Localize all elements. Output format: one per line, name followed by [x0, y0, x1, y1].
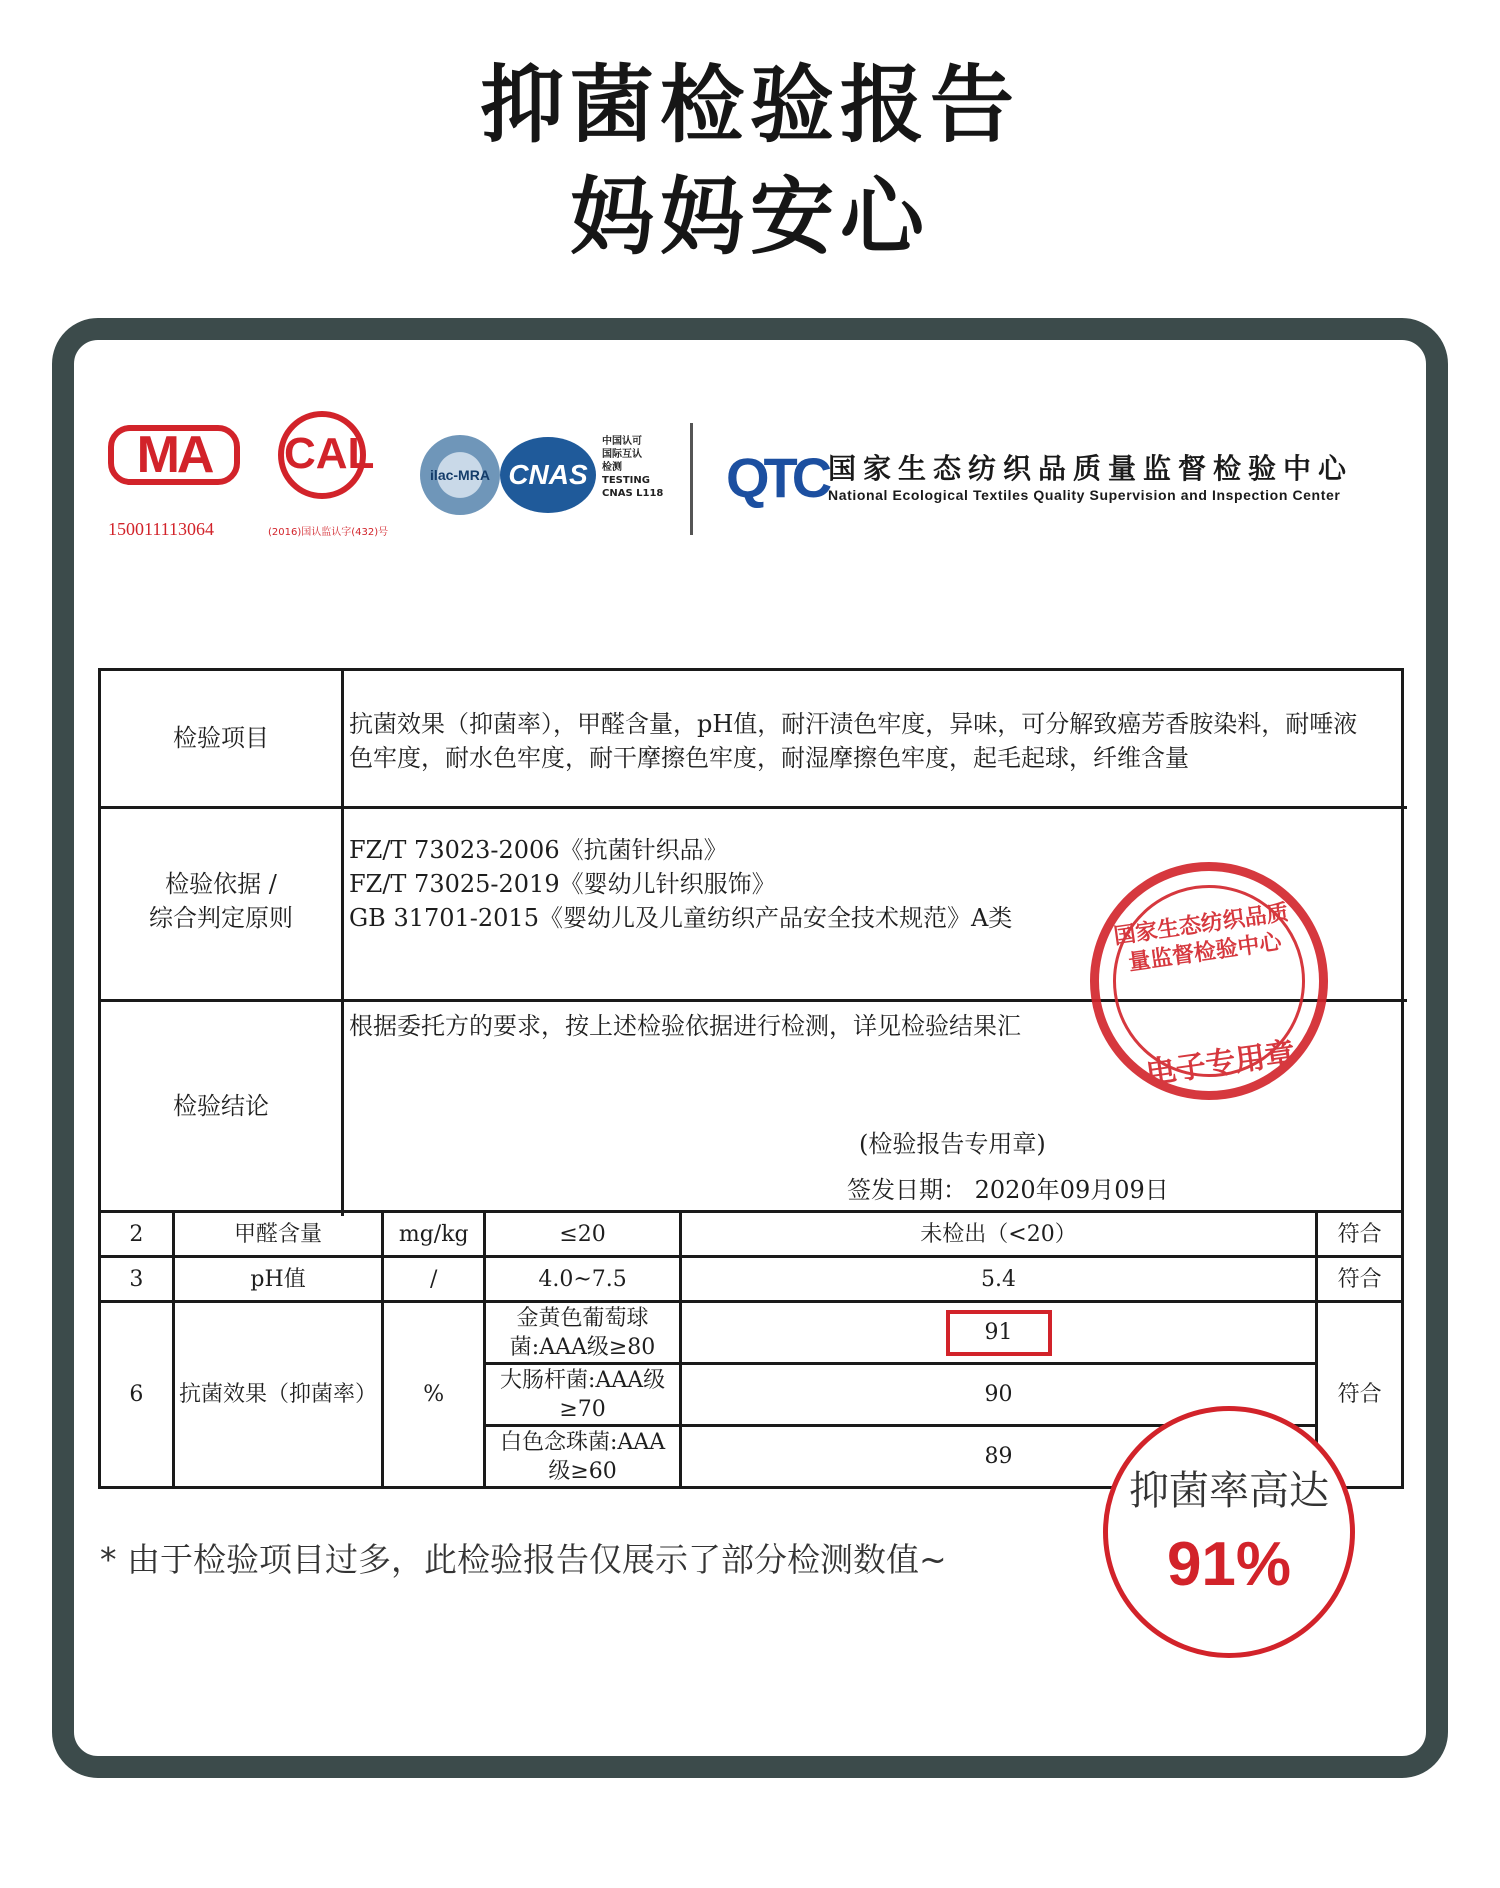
badge-value: 91%	[1166, 1530, 1292, 1599]
footnote: * 由于检验项目过多，此检验报告仅展示了部分检测数值~	[100, 1540, 947, 1579]
page-subtitle: 妈妈安心	[569, 168, 930, 266]
items-text: 抗菌效果（抑菌率），甲醛含量，pH值，耐汗渍色牢度，异味，可分解致癌芳香胺染料，耐唾液 色牢度，耐水色牢度，耐干摩擦色牢度，耐湿摩擦色牢度，起毛起球，纤维含量	[349, 710, 1358, 772]
conclusion-label: 检验结论	[173, 1092, 269, 1120]
table-row: 白色念珠菌:AAA级≥60 89	[100, 1426, 1403, 1488]
conclusion-text: 根据委托方的要求，按上述检验依据进行检测，详见检验结果汇	[349, 1012, 1021, 1040]
cma-number: 150011113064	[108, 519, 214, 539]
organization-name-en: National Ecological Textiles Quality Supervision and Inspection Center	[828, 487, 1341, 503]
cnas-logo-icon: CNAS	[500, 437, 596, 513]
table-row: 3 pH值 / 4.0~7.5 5.4 符合	[100, 1257, 1403, 1302]
qtc-logo-icon: QTC	[726, 446, 827, 509]
page-title: 抑菌检验报告	[479, 56, 1020, 154]
certification-logos	[108, 405, 1408, 545]
items-label: 检验项目	[173, 724, 269, 752]
issue-date: 签发日期： 2020年09月09日	[847, 1176, 1169, 1204]
cnas-caption: 中国认可 国际互认 检测 TESTING CNAS L118	[602, 436, 664, 499]
cal-number: (2016)国认监认字(432)号	[268, 527, 389, 538]
table-row: 大肠杆菌:AAA级≥70 90	[100, 1364, 1403, 1426]
cma-logo-icon: MA	[108, 425, 240, 485]
stamp-arc-text: 国家生态纺织品质量监督检验中心	[1112, 900, 1291, 976]
stamp-main-text: 电子专用章	[1143, 1035, 1298, 1092]
antibacterial-rate-badge	[1103, 1406, 1355, 1658]
organization-name-cn: 国家生态纺织品质量监督检验中心	[828, 452, 1354, 485]
table-row: 2 甲醛含量 mg/kg ≤20 未检出（<20） 符合	[100, 1212, 1403, 1257]
cal-logo-icon: CAL	[278, 411, 366, 499]
logo-divider	[690, 423, 693, 535]
badge-label: 抑菌率高达	[1129, 1468, 1329, 1514]
ilac-mra-logo-icon: ilac-MRA	[420, 435, 500, 515]
table-row: 6 抗菌效果（抑菌率） % 金黄色葡萄球菌:AAA级≥80 91 符合	[100, 1302, 1403, 1364]
seal-caption: (检验报告专用章)	[859, 1130, 1046, 1158]
basis-label: 检验依据 / 综合判定原则	[149, 870, 293, 932]
basis-text: FZ/T 73023-2006《抗菌针织品》 FZ/T 73025-2019《婴幼儿针织服饰》 GB 31701-2015《婴幼儿及儿童纺织产品安全技术规范》A类	[349, 836, 1013, 932]
highlighted-result: 91	[946, 1310, 1052, 1356]
